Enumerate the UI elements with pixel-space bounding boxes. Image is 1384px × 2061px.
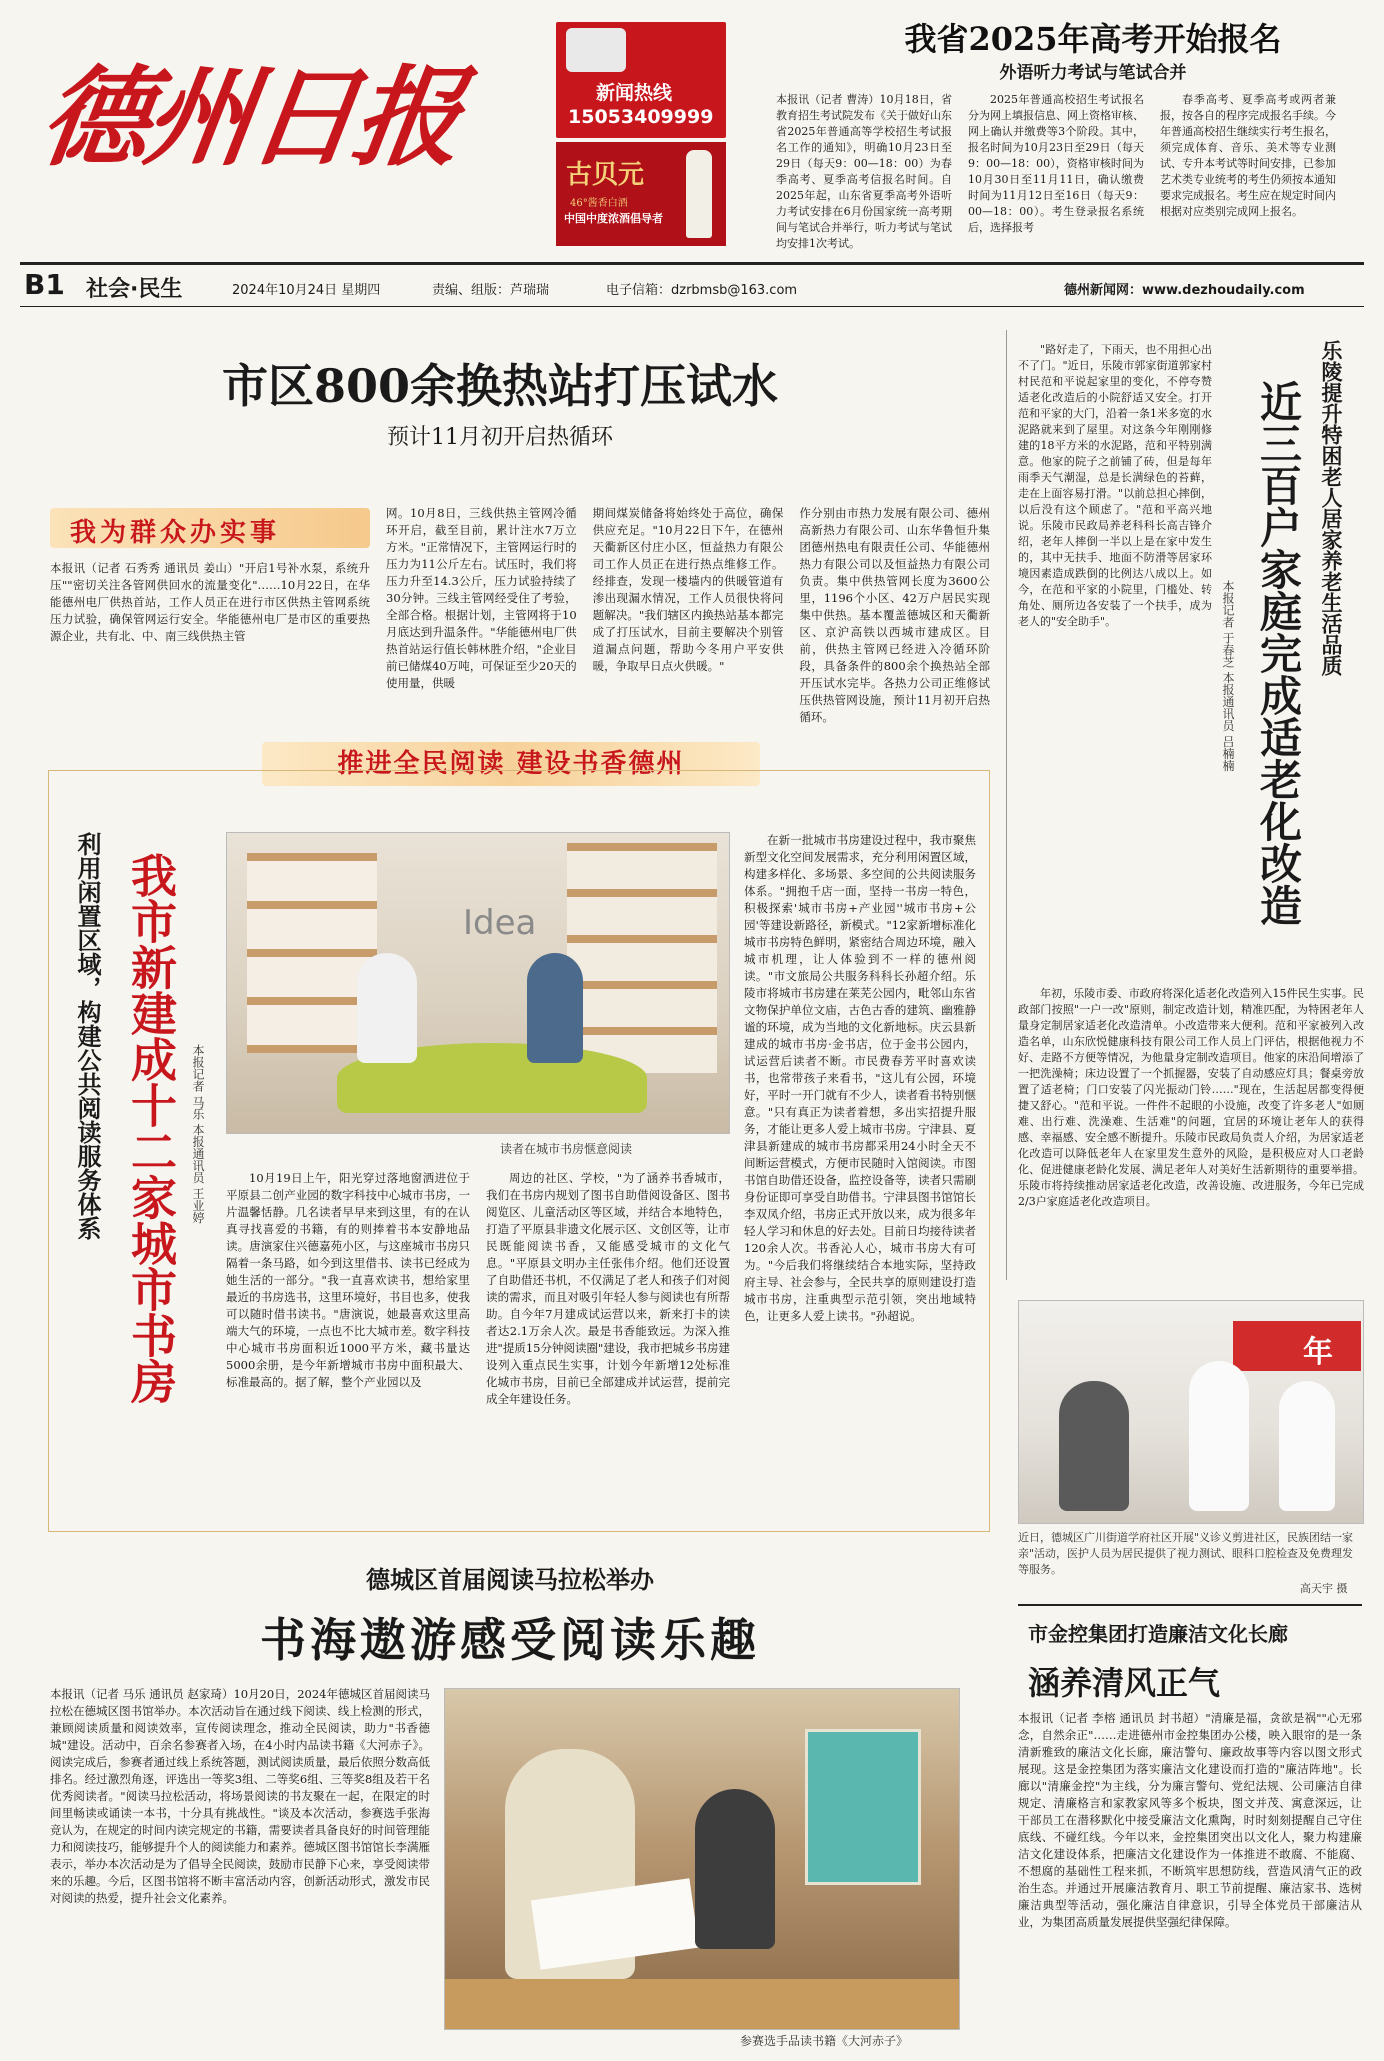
- marathon-headline: 书海遨游感受阅读乐趣: [260, 1613, 760, 1667]
- article1-col: 作分别由市热力发展有限公司、德州高新热力有限公司、山东华鲁恒升集团德州热电有限责任公司、华能德州热力有限公司以及恒益热力有限公司负责。集中供热管网长度为3600公里，1196个小区、42万户居民实现集中供热。基本覆盖德城区和天衢新区、京沪高铁以西城市建成区。目前，供热主管网已经进入冷循环阶段，具备条件的800余个换热站全部开压试水完毕。各热力公司正维修试压供热管网设施，预计11月初开启热循环。: [799, 506, 991, 724]
- phone-icon: [566, 28, 626, 72]
- section-rule-bottom: [20, 306, 1364, 307]
- article2-headline: 我市新建成十二家城市书房: [124, 852, 178, 1404]
- clinic-photo-caption: 近日，德城区广川街道学府社区开展"义诊义剪进社区，民族团结一家亲"活动，医护人员为居民提供了视力测试、眼科口腔检查及免费理发等服务。: [1018, 1531, 1354, 1576]
- sidebar-col: "路好走了，下雨天，也不用担心出不了门。"近日，乐陵市郭家街道郭家村村民范和平说起家里的变化，不停夸赞适老化改造后的小院舒适又安全。打开范和平家的大门，沿着一条1米多宽的水泥路就来到了屋里。对这条今年刚刚修建的18平方米的水泥路，范和平特别满意。他家的院子之前铺了砖，但是每年雨季天气潮湿，总是长满绿色的苔藓，走在上面容易打滑。"以前总担心摔倒，以后没有这个顾虑了。"范和平高兴地说。乐陵市民政局养老科科长高吉锋介绍，老年人摔倒一半以上是在家中发生的，其中无扶手、地面不防滑等居家环境因素造成跌倒的比例达八成以上。如今，在范和平家的小院里，门槛处、转角处、厕所边各安装了一个扶手，成为老人的"安全助手"。: [1018, 343, 1212, 628]
- sidebar-col: 年初，乐陵市委、市政府将深化适老化改造列入15件民生实事。民政部门按照"一户一改"原则，制定改造计划，精准匹配，为特困老年人量身定制居家适老化改造清单。小改造带来大便利。范和平家被列入改造名单，山东欣悦健康科技有限公司工作人员上门评估，根据他视力不好、走路不方便等情况，为他量身定制改造项目。他家的床沿间增添了一把洗澡椅；床边设置了一个抓握器，安装了自动感应灯具；餐桌旁放置了适老椅；门口安装了闪光振动门铃……"现在，生活起居都变得便捷又舒心。"范和平说。一件件不起眼的小设施，改变了许多老人"如厕难、出行难、洗澡难、生活难"的问题，宜居的环境让老年人的获得感、幸福感、安全感不断提升。乐陵市民政局负责人介绍，为居家适老化改造可以降低老年人在家里发生意外的风险，是积极应对人口老龄化、促进健康老龄化发展、满足老年人对美好生活新期待的重要举措。乐陵市将持续推动居家适老化改造，改善设施、改进服务，今年已完成2/3户家庭适老化改造项目。: [1018, 987, 1364, 1208]
- clinic-photo: [1018, 1300, 1364, 1524]
- doctor-figure: [1189, 1361, 1249, 1511]
- article1-body: [50, 560, 370, 700]
- hotline-label: 新闻热线: [596, 82, 673, 104]
- masthead-logo-text: 德州日报: [33, 55, 467, 181]
- sidebar-divider: [1006, 330, 1007, 1280]
- book-display: [805, 1729, 921, 1885]
- sidebar-body-bottom: [1018, 986, 1364, 1286]
- article1-banner-text: 我为群众办实事: [70, 518, 281, 548]
- clean-story-col: 本报讯（记者 李榕 通讯员 封书超）"清廉是福，贪欲是祸""心无邪念，自然余正"……走进德州市金控集团办公楼，映入眼帘的是一条清新雅致的廉洁文化长廊，廉洁警句、廉政故事等内容以图文形式展现。这是金控集团为落实廉洁文化建设而打造的"廉洁阵地"。长廊以"清廉金控"为主线，分为廉言警句、党纪法规、公司廉洁自律规定、清廉格言和家教家风等多个板块，图文并茂、寓意深远，让干部员工在潜移默化中接受廉洁文化熏陶，时时刻刻提醒自己守住底线、不碰红线。今年以来，金控集团突出以文化人，聚力构建廉洁文化建设体系，把廉洁文化建设作为一体推进不敢腐、不能腐、不想腐的基础性工程来抓，不断筑牢思想防线，营造风清气正的政治生态。并通过开展廉洁教育月、职工节前提醒、廉洁家书、选树廉洁典型等活动，强化廉洁自律意识，引导全体党员干部廉洁从业，为集团高质量发展提供坚强纪律保障。: [1018, 1711, 1362, 1929]
- hotline-box: [556, 22, 726, 138]
- bottle-icon: [686, 150, 712, 238]
- ad-slogan: 中国中度浓酒倡导者: [564, 212, 663, 225]
- clean-story-rule: [1018, 1604, 1362, 1606]
- article1-banner: [50, 508, 370, 548]
- section-rule-top: [20, 262, 1364, 265]
- marathon-photo-caption: 参赛选手品读书籍《大河赤子》: [740, 2034, 909, 2048]
- sidebar-body-top: [1018, 342, 1212, 982]
- ad-brand: 古贝元: [566, 160, 645, 190]
- email-line: 电子信箱：dzrbmsb@163.com: [606, 283, 798, 298]
- red-sign: [1233, 1321, 1361, 1371]
- article1-body-right: [386, 505, 991, 724]
- clean-story-kicker: 市金控集团打造廉洁文化长廊: [1028, 1622, 1288, 1646]
- red-sign-text: 年: [1303, 1335, 1333, 1370]
- sidebar-byline: 本报记者 于春芝 本报通讯员 吕楠楠: [1221, 580, 1235, 772]
- marathon-kicker: 德城区首届阅读马拉松举办: [366, 1565, 654, 1594]
- article2-col: 在新一批城市书房建设过程中，我市聚焦新型文化空间发展需求，充分利用闲置区域，构建多样化、多场景、多空间的公共阅读服务体系。"拥抱千店一面，坚持一书房一特色，积极探索'城市书房+产业园''城市书房+公园'等建设新路径，新模式。"12家新增标准化城市书房特色鲜明，紧密结合周边环境，融入城市机理，让人体验到不一样的德州阅读。"市文旅局公共服务科科长孙超介绍。乐陵市将城市书房建在莱芜公园内，毗邻山东省文物保护单位文庙，古色古香的建筑、幽雅静谧的环境，成为当地的文化新地标。庆云县新建成的城市书房·金书店，位于金书公园内，试运营后读者不断。市民费春芳平时喜欢读书，也常带孩子来看书，"这儿有公园，环境好，平时一开门就有不少人，读者看书特别惬意。"只有真正为读者着想，多出实招提升服务，才能让更多人爱上城市书房。宁津县、夏津县新建成的城市书房都采用24小时全天不间断运营模式，方便市民随时入馆阅读。市图书馆自助借还设备，监控设备等，读者只需刷身份证即可享受自助借书。宁津县图书馆馆长李双凤介绍，书房正式开放以来，成为很多年轻人学习和休息的好去处。目前日均接待读者120余人次。书香沁人心，城市书房大有可为。"今后我们将继续结合本地实际，坚持政府主导、社会参与，全民共享的原则建设打造城市书房，注重典型示范引领，突出地域特色，让更多人爱上读书。"孙超说。: [744, 833, 976, 1323]
- section-name: 社会·民生: [86, 277, 183, 302]
- hotline-number: 15053409999: [568, 106, 714, 128]
- bookshelf: [567, 843, 717, 1073]
- article2-col: 周边的社区、学校，"为了涵养书香城市，我们在书房内规划了图书自助借阅设备区、图书阅览区、儿童活动区等区域，并结合本地特色，打造了平原县非遗文化展示区、文创区等，让市民既能阅读书香，又能感受城市的文化气息。"平原县文明办主任张伟介绍。他们还设置了自助借还书机，不仅满足了老人和孩子们对阅读的需求，而且对吸引年轻人参与阅读也有所帮助。自今年7月建成试运营以来，新来打卡的读者达2.1万余人次。最是书香能致远。为深入推进"提质15分钟阅读圈"建设，我市把城乡书房建设列入重点民生实事，计划今年新增12处标准化城市书房，目前已全部建成并试运营，提前完成全年建设任务。: [486, 1171, 730, 1406]
- website-line: 德州新闻网：www.dezhoudaily.com: [1064, 283, 1305, 298]
- bookroom-photo: [226, 832, 730, 1134]
- reader-figure: [695, 1789, 775, 1949]
- clean-story-headline: 涵养清风正气: [1028, 1664, 1221, 1702]
- article1-col: 网。10月8日，三线供热主管网冷循环开启，截至目前，累计注水7万立方米。"正常情况下，主管网运行时的压力为11公斤左右。试压时，我们将压力升至14.3公斤，压力试验持续了30分钟。三线主管网经受住了考验，全部合格。根据计划，主管网将于10月底达到升温条件。"华能德州电厂供热首站运行值长韩林胜介绍，"企业目前已储煤40万吨，可保证至少20天的使用量，供暖: [386, 506, 577, 690]
- top-story-headline: 我省2025年高考开始报名: [904, 20, 1282, 58]
- masthead-logo: [33, 28, 512, 228]
- article2-kicker: 利用闲置区域，构建公共阅读服务体系: [73, 832, 102, 1240]
- marathon-body: [50, 1686, 430, 2026]
- date-line: 2024年10月24日 星期四: [232, 283, 381, 298]
- clinic-photo-credit: 高天宇 摄: [1300, 1582, 1348, 1595]
- marathon-photo: [444, 1688, 960, 2030]
- doctor-figure: [1279, 1381, 1335, 1511]
- reader-figure: [357, 953, 417, 1063]
- page-code: B1: [24, 268, 65, 301]
- idea-sign: Idea: [463, 903, 537, 943]
- top-story-col: 2025年普通高校招生考试报名分为网上填报信息、网上资格审核、网上确认并缴费等3个阶段。其中，报名时间为10月23日至29日（每天9：00—18：00），资格审核时间为10月30日至11月11日，确认缴费时间为11月12日至16日（每天9：00—18：00）。考生登录报名系统后，选择报考: [968, 93, 1144, 234]
- top-story-col: 本报讯（记者 曹涛）10月18日，省教育招生考试院发布《关于做好山东省2025年普通高等学校招生考试报名工作的通知》，明确10月23日至29日（每天9：00—18：00）为春季高考、夏季高考信报名时间。自2025年起，山东省夏季高考外语听力考试安排在6月份国家统一高考期间与笔试合并举行，听力考试与笔试均安排1次考试。: [776, 93, 952, 250]
- sidebar-headline: 近三百户家庭完成适老化改造: [1254, 380, 1303, 926]
- clean-story-body: [1018, 1710, 1362, 2050]
- top-story-body: [776, 92, 1336, 252]
- reading-table: [445, 1979, 959, 2029]
- article1-subhead: 预计11月初开启热循环: [387, 425, 613, 450]
- article2-col: 10月19日上午，阳光穿过落地窗洒进位于平原县二创产业园的数字科技中心城市书房，一片温馨恬静。几名读者早早来到这里，有的在认真寻找喜爱的书籍，有的则捧着书本安静地品读。唐演家住兴德嘉苑小区，与这座城市书房只隔着一条马路，如今到这里借书、读书已经成为她生活的一部分。"我一直喜欢读书，想给家里最近的书房选书，这里环境好，书目也多，使我可以随时借书读书。"唐演说，她最喜欢这里高端大气的环境，一点也不比大城市差。数字科技中心城市书房面积近1000平方米，藏书量达5000余册，是今年新增城市书房中面积最大、标准最高的。据了解，整个产业园以及: [226, 1171, 470, 1389]
- top-story-subhead: 外语听力考试与笔试合并: [999, 63, 1187, 83]
- sidebar-kicker: 乐陵提升特困老人居家养老生活品质: [1319, 340, 1344, 676]
- bookroom-photo-caption: 读者在城市书房惬意阅读: [500, 1142, 633, 1156]
- article1-col: 本报讯（记者 石秀秀 通讯员 姜山）"开启1号补水泵，系统升压""密切关注各管网供回水的流量变化"……10月22日，在华能德州电厂供热首站，工作人员正在进行市区供热主管网系统压力试验，确保管网运行安全。华能德州电厂是市区的重要热源企业，共有北、中、南三线供热主管: [50, 561, 370, 643]
- article2-body-right: [744, 832, 976, 1522]
- reading-banner-text: 推进全民阅读 建设书香德州: [337, 749, 685, 779]
- ad-subtitle: 46°酱香白酒: [570, 198, 628, 209]
- article1-headline: 市区800余换热站打压试水: [221, 359, 779, 413]
- top-story-col: 春季高考、夏季高考或两者兼报，按各自的程序完成报名手续。今年普通高校招生继续实行考生报名，须完成体育、音乐、美术等专业测试、专升本考试等时间安排，已参加艺术类专业统考的考生仍须按本通知要求完成报名。考生应在规定时间内根据对应类别完成网上报名。: [1160, 93, 1336, 218]
- editor-line: 责编、组版：芦瑞瑞: [432, 283, 550, 298]
- marathon-col: 本报讯（记者 马乐 通讯员 赵家琦）10月20日，2024年德城区首届阅读马拉松在德城区图书馆举办。本次活动旨在通过线下阅读、线上检测的形式，兼顾阅读质量和阅读效率，宣传阅读理念，推动全民阅读，助力"书香德城"建设。活动中，百余名参赛者入场，在4小时内品读书籍《大河赤子》。阅读完成后，参赛者通过线上系统答题，测试阅读质量，最后依照分数高低排名。经过激烈角逐，评选出一等奖3组、二等奖6组、三等奖8组及若干名优秀阅读者。"阅读马拉松活动，将场景阅读的书友聚在一起，在限定的时间里畅读或诵读一本书，十分具有挑战性。"谈及本次活动，参赛选手张海竞认为，在规定的时间内读完规定的书籍，需要读者具备良好的时间管理能力和阅读技巧，能够提升个人的阅读能力和素养。德城区图书馆馆长李满雁表示，举办本次活动是为了倡导全民阅读，鼓励市民静下心来，享受阅读带来的乐趣。今后，区图书馆将不断丰富活动内容，创新活动形式，激发市民对阅读的热爱，提升社会文化素养。: [50, 1687, 430, 1905]
- article2-body-left: [226, 1170, 730, 1520]
- elder-figure: [1059, 1381, 1129, 1511]
- liquor-ad: [556, 142, 726, 246]
- section-bar: [20, 268, 1364, 304]
- article2-byline: 本报记者 马乐 本报通讯员 王业婷: [191, 1044, 205, 1224]
- reader-figure: [527, 953, 583, 1063]
- article1-col: 期间煤炭储备将始终处于高位，确保供应充足。"10月22日下午，在德州天衢新区付庄小区，恒益热力有限公司工作人员正在进行热点维修工作。经排查，发现一楼墙内的供暖管道有渗出现漏水情况，工作人员很快将问题解决。"我们辖区内换热站基本都完成了打压试水，目前主要解决个别管道漏点问题，帮助今冬用户平安供暖，争取早日点火供暖。": [592, 506, 784, 673]
